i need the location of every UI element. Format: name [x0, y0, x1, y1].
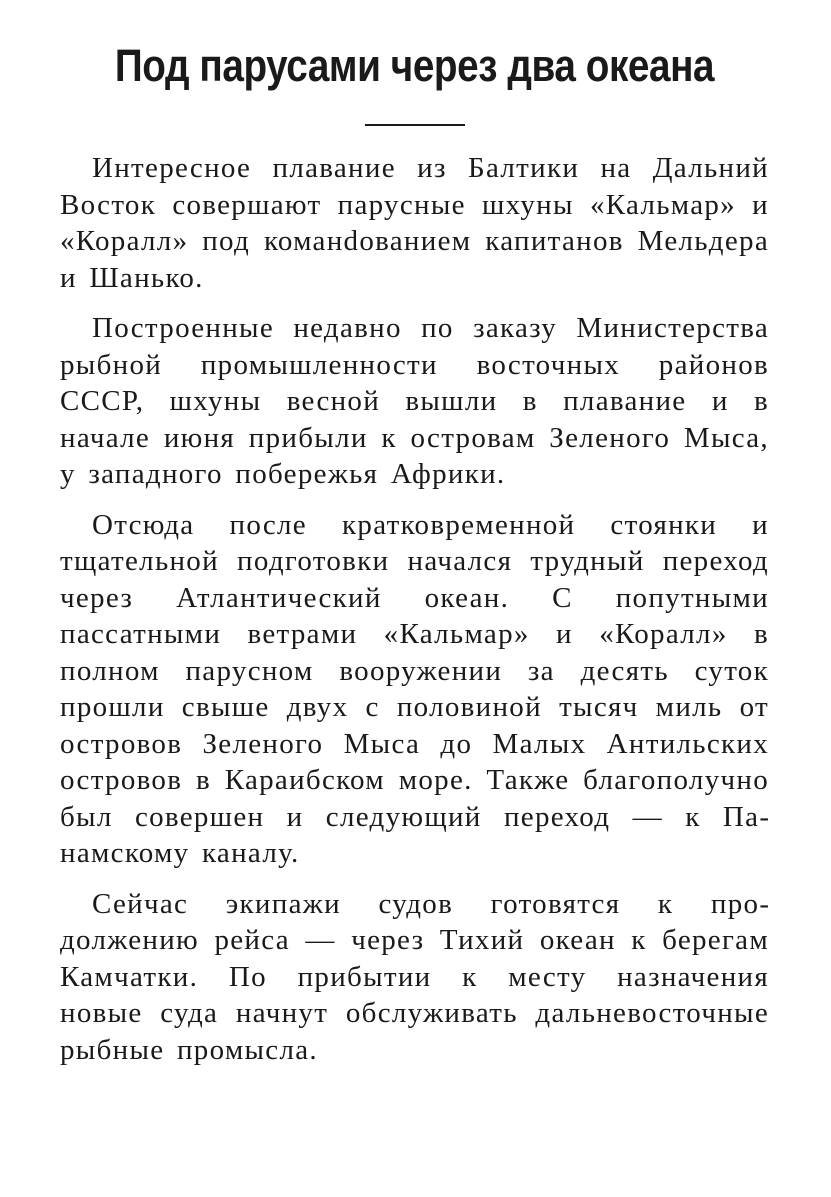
article-body: [60, 150, 769, 1068]
article-paragraph-1: Интересное плавание из Балтики на Дальний Восток совершают парусные шхуны «Кальмар» и «Коралл» под команdованием капитанов Мельдера и Шанько.: [60, 152, 769, 294]
article-paragraph-4: Сейчас экипажи судов готовятся к продолжению рейса — через Тихий океан к берегам Камчатки. По прибытии к месту назначения новые суда начнут обслуживать дальневосточные рыбные промысла.: [60, 887, 769, 1066]
article-paragraph-2: Построенные недавно по заказу Министерства рыбной промышленности восточных районов СССР, шхуны весной вышли в плавание и в начале июня прибыли к островам Зеленого Мыса, у западного побережья Африки.: [60, 312, 769, 490]
headline-divider: [365, 124, 465, 126]
article-headline: Под парусами через два океана: [114, 40, 715, 91]
article-paragraph-3: Отсюда после кратковременной стоянки и тщательной подготовки начался трудный переход через Атлантический океан. С попутными пассатными ветрами «Кальмар» и «Коралл» в полном парусном вооружении за десять суток прошли свыше двух с половиной тысяч миль от островов Зеленого Мыса до Малых Антильских островов в Карaибском море. Также благополучно был совершен и следующий переход — к Панамскому каналу.: [60, 508, 769, 869]
